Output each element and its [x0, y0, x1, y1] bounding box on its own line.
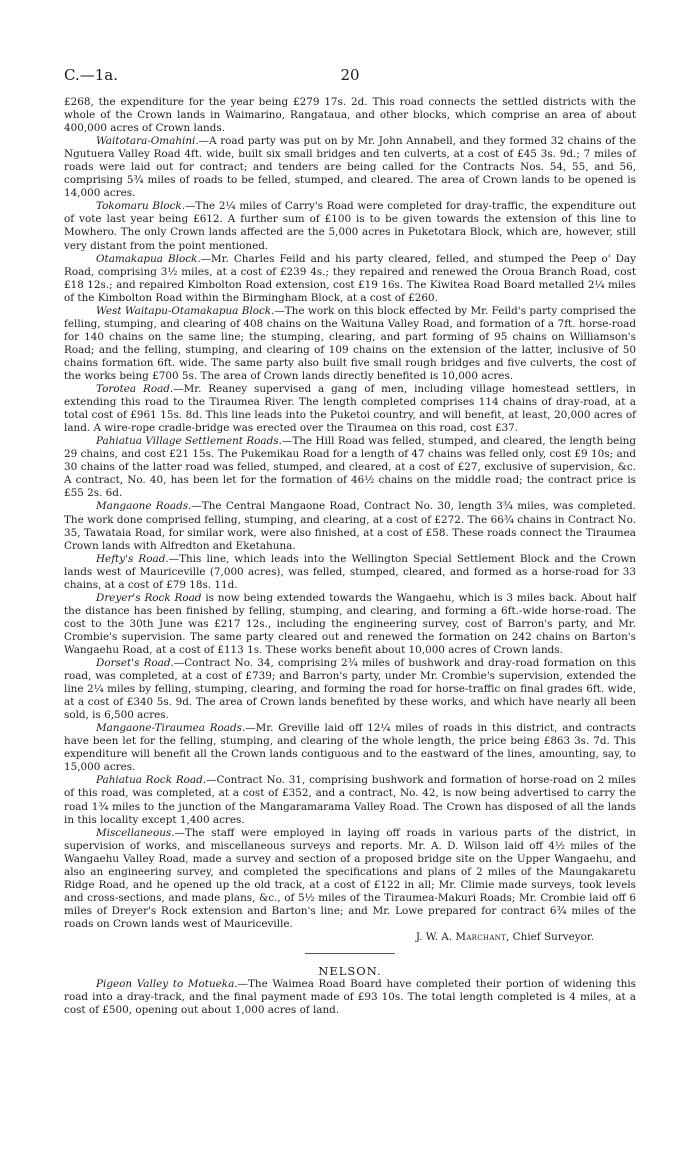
paragraph [64, 305, 636, 383]
paragraph-text: —The Waimea Road Board have completed their portion of widening this road into a dray-track, and the final payment made of £93 10s. The total length completed is 4 miles, at a cost of £500, opening out about 1,000 acres of land. [64, 978, 636, 1017]
paragraph-text: —A road party was put on by Mr. John Annabell, and they formed 32 chains of the Ngutuera Valley Road 4ft. wide, built six small bridges and ten culverts, at a cost of £45 3s. 9d.; 7 miles of roads were laid out for contract; and tenders are being called for the Contracts Nos. 54, 55, and 56, comprising 5¾ miles of roads to be felled, stumped, and cleared. The area of Crown lands to be opened is 14,000 acres. [64, 135, 636, 200]
paragraph-text: —Mr. Reaney supervised a gang of men, including village homestead settlers, in extending this road to the Tiraumea River. The length completed comprises 114 chains of dray-road, at a total cost of £961 15s. 8d. This line leads into the Puketoi country, and will benefit, at least, 20,000 acres of land. A wire-rope cradle-bridge was erected over the Tiraumea on this road, cost £37. [64, 383, 636, 435]
paragraph [64, 435, 636, 500]
paragraph-text: —The Central Mangaone Road, Contract No. 30, length 3¾ miles, was completed. The work done comprised felling, stumping, and clearing, at a cost of £272. The 66¾ chains in Contract No. 35, Tawataia Road, for similar work, were also finished, at a cost of £58. These roads connect the Tiraumea Crown lands with Alfredton and Eketahuna. [64, 500, 636, 552]
paragraph-text: —The Hill Road was felled, stumped, and cleared, the length being 29 chains, and cost £21 15s. The Pukemikau Road for a length of 47 chains was felled only, cost £9 10s; and 30 chains of the latter road was felled, stumped, and cleared, at a cost of £27, exclusive of supervision, &c. A contract, No. 40, has been let for the formation of 46½ chains on the middle road; the contract price is £55 2s. 6d. [64, 435, 636, 500]
paragraph-text: —Contract No. 31, comprising bushwork and formation of horse-road on 2 miles of this road, was completed, at a cost of £352, and a contract, No. 42, is now being advertised to carry the road 1¾ miles to the junction of the Mangaramarama Valley Road. The Crown has disposed of all the lands in this locality except 1,400 acres. [64, 774, 636, 826]
paragraph-text: —Contract No. 34, comprising 2¾ miles of bushwork and dray-road formation on this road, was completed, at a cost of £739; and Barron's party, under Mr. Crombie's supervision, extended the line 2¼ miles by felling, stumping, clearing, and forming the road for horse-traffic on final grades 6ft. wide, at a cost of £340 5s. 9d. The area of Crown lands benefited by these works, and which have nearly all been sold, is 6,500 acres. [64, 657, 636, 722]
paragraph [64, 978, 636, 1017]
paragraph-text: —This line, which leads into the Wellington Special Settlement Block and the Crown lands west of Mauriceville (7,000 acres), was felled, stumped, cleared, and formed as a horse-road for 33 chains, at a cost of £79 18s. 11d. [64, 552, 636, 591]
signature-surname: Marchant [455, 931, 507, 943]
paragraph [64, 383, 636, 435]
paragraph-lead: Dreyer's Rock Road [96, 591, 202, 604]
signature [64, 931, 636, 944]
signature-title: , Chief Surveyor. [506, 931, 594, 943]
paragraph-text: —The work on this block effected by Mr. Feild's party comprised the felling, stumping, and clearing of 408 chains on the Waituna Valley Road, and formation of a 7ft. horse-road for 140 chains on the same line; the stumping, clearing, and part forming of 95 chains on Williamson's Road; and the felling, stumping, and clearing of 109 chains on the extension of the latter, inclusive of 50 chains formation 6ft. wide. The same party also built five small rough bridges and five culverts, the cost of the works being £700 5s. The area of Crown lands directly benefited is 10,000 acres. [64, 304, 636, 382]
paragraph-text: —Mr. Charles Feild and his party cleared, felled, and stumped the Peep o' Day Road, comprising 3½ miles, at a cost of £239 4s.; they repaired and renewed the Oroua Branch Road, cost £18 12s.; and repaired Kimbolton Road extension, cost £19 16s. The Kiwitea Road Board metalled 2¼ miles of the Kimbolton Road within the Birmingham Block, at a cost of £260. [64, 252, 636, 304]
section-heading: NELSON. [318, 964, 382, 979]
paragraph [64, 657, 636, 722]
paragraph [64, 500, 636, 552]
paragraph [64, 774, 636, 826]
paragraph-text: £268, the expenditure for the year being £279 17s. 2d. This road connects the settled districts with the whole of the Crown lands in Waimarino, Rangataua, and other blocks, which comprise an area of about 400,000 acres of Crown lands. [64, 96, 636, 135]
paragraph-lead: Mangaone Roads. [96, 500, 192, 513]
body-text [64, 96, 636, 1017]
paragraph-lead: Otamakapua Block. [96, 252, 201, 265]
paragraph-text: —The staff were employed in laying off roads in various parts of the district, in supervision of works, and miscellaneous surveys and reports. Mr. A. D. Wilson laid off 4½ miles of the Wangaehu Valley Road, made a survey and section of a proposed bridge site on the Upper Wangaehu, and also an engineering survey, and completed the specifications and plans of 2 miles of the Maungakaretu Ridge Road, and he opened up the old track, at a cost of £122 in all; Mr. Climie made surveys, took levels and cross-sections, and made plans, &c., of 5½ miles of the Tiraumea-Makuri Roads; Mr. Crombie laid off 6 miles of Dreyer's Rock extension and Barton's line; and Mr. Lowe prepared for contract 6¾ miles of the roads on Crown lands west of Mauriceville. [64, 826, 636, 930]
page-header [64, 66, 636, 86]
document-reference: C.—1a. [64, 66, 118, 84]
paragraph-lead: Pahiatua Rock Road. [96, 774, 207, 787]
paragraph-lead: Pigeon Valley to Motueka. [96, 978, 238, 991]
page-number: 20 [340, 66, 360, 84]
paragraph-lead: Hefty's Road. [96, 552, 169, 565]
paragraph [64, 96, 636, 135]
paragraph-lead: West Waitapu-Otamakapua Block. [96, 304, 275, 317]
paragraph-lead: Mangaone-Tiraumea Roads. [96, 722, 246, 735]
paragraph [64, 200, 636, 252]
paragraph [64, 135, 636, 200]
paragraph-text: is now being extended towards the Wangaehu, which is 3 miles back. About half the distance has been finished by felling, stumping, and clearing, and forming a 6ft.-wide horse-road. The cost to the 30th June was £217 12s., including the engineering survey, cost of Barron's party, and Mr. Crombie's supervision. The same party cleared out and renewed the formation on 242 chains on Barton's Wangaehu Road, at a cost of £113 1s. These works benefit about 10,000 acres of Crown lands. [64, 591, 636, 656]
paragraph [64, 722, 636, 774]
paragraph [64, 827, 636, 931]
paragraph [64, 253, 636, 305]
paragraph-lead: Pahiatua Village Settlement Roads. [96, 435, 282, 448]
paragraph-lead: Tokomaru Block. [96, 200, 186, 213]
paragraph-lead: Miscellaneous. [96, 826, 175, 839]
paragraph-text: —The 2¼ miles of Carry's Road were completed for dray-traffic, the expenditure out of vote last year being £612. A further sum of £100 is to be given towards the extension of this line to Mowhero. The only Crown lands affected are the 5,000 acres in Puketotara Block, which are, however, still very distant from the point mentioned. [64, 200, 637, 252]
paragraph [64, 592, 636, 657]
paragraph-text: —Mr. Greville laid off 12¼ miles of roads in this district, and contracts have been let for the felling, stumping, and clearing of the whole length, the price being £863 3s. 7d. This expenditure will benefit all the Crown lands contiguous and to the eastward of the lines, amounting, say, to 15,000 acres. [64, 722, 636, 774]
paragraph-lead: Waitotara-Omahini. [96, 135, 199, 148]
paragraph-lead: Dorset's Road. [96, 657, 174, 670]
section-divider [305, 953, 395, 954]
signature-initials: J. W. A. [415, 931, 456, 943]
paragraph [64, 553, 636, 592]
paragraph-lead: Torotea Road. [96, 383, 174, 396]
